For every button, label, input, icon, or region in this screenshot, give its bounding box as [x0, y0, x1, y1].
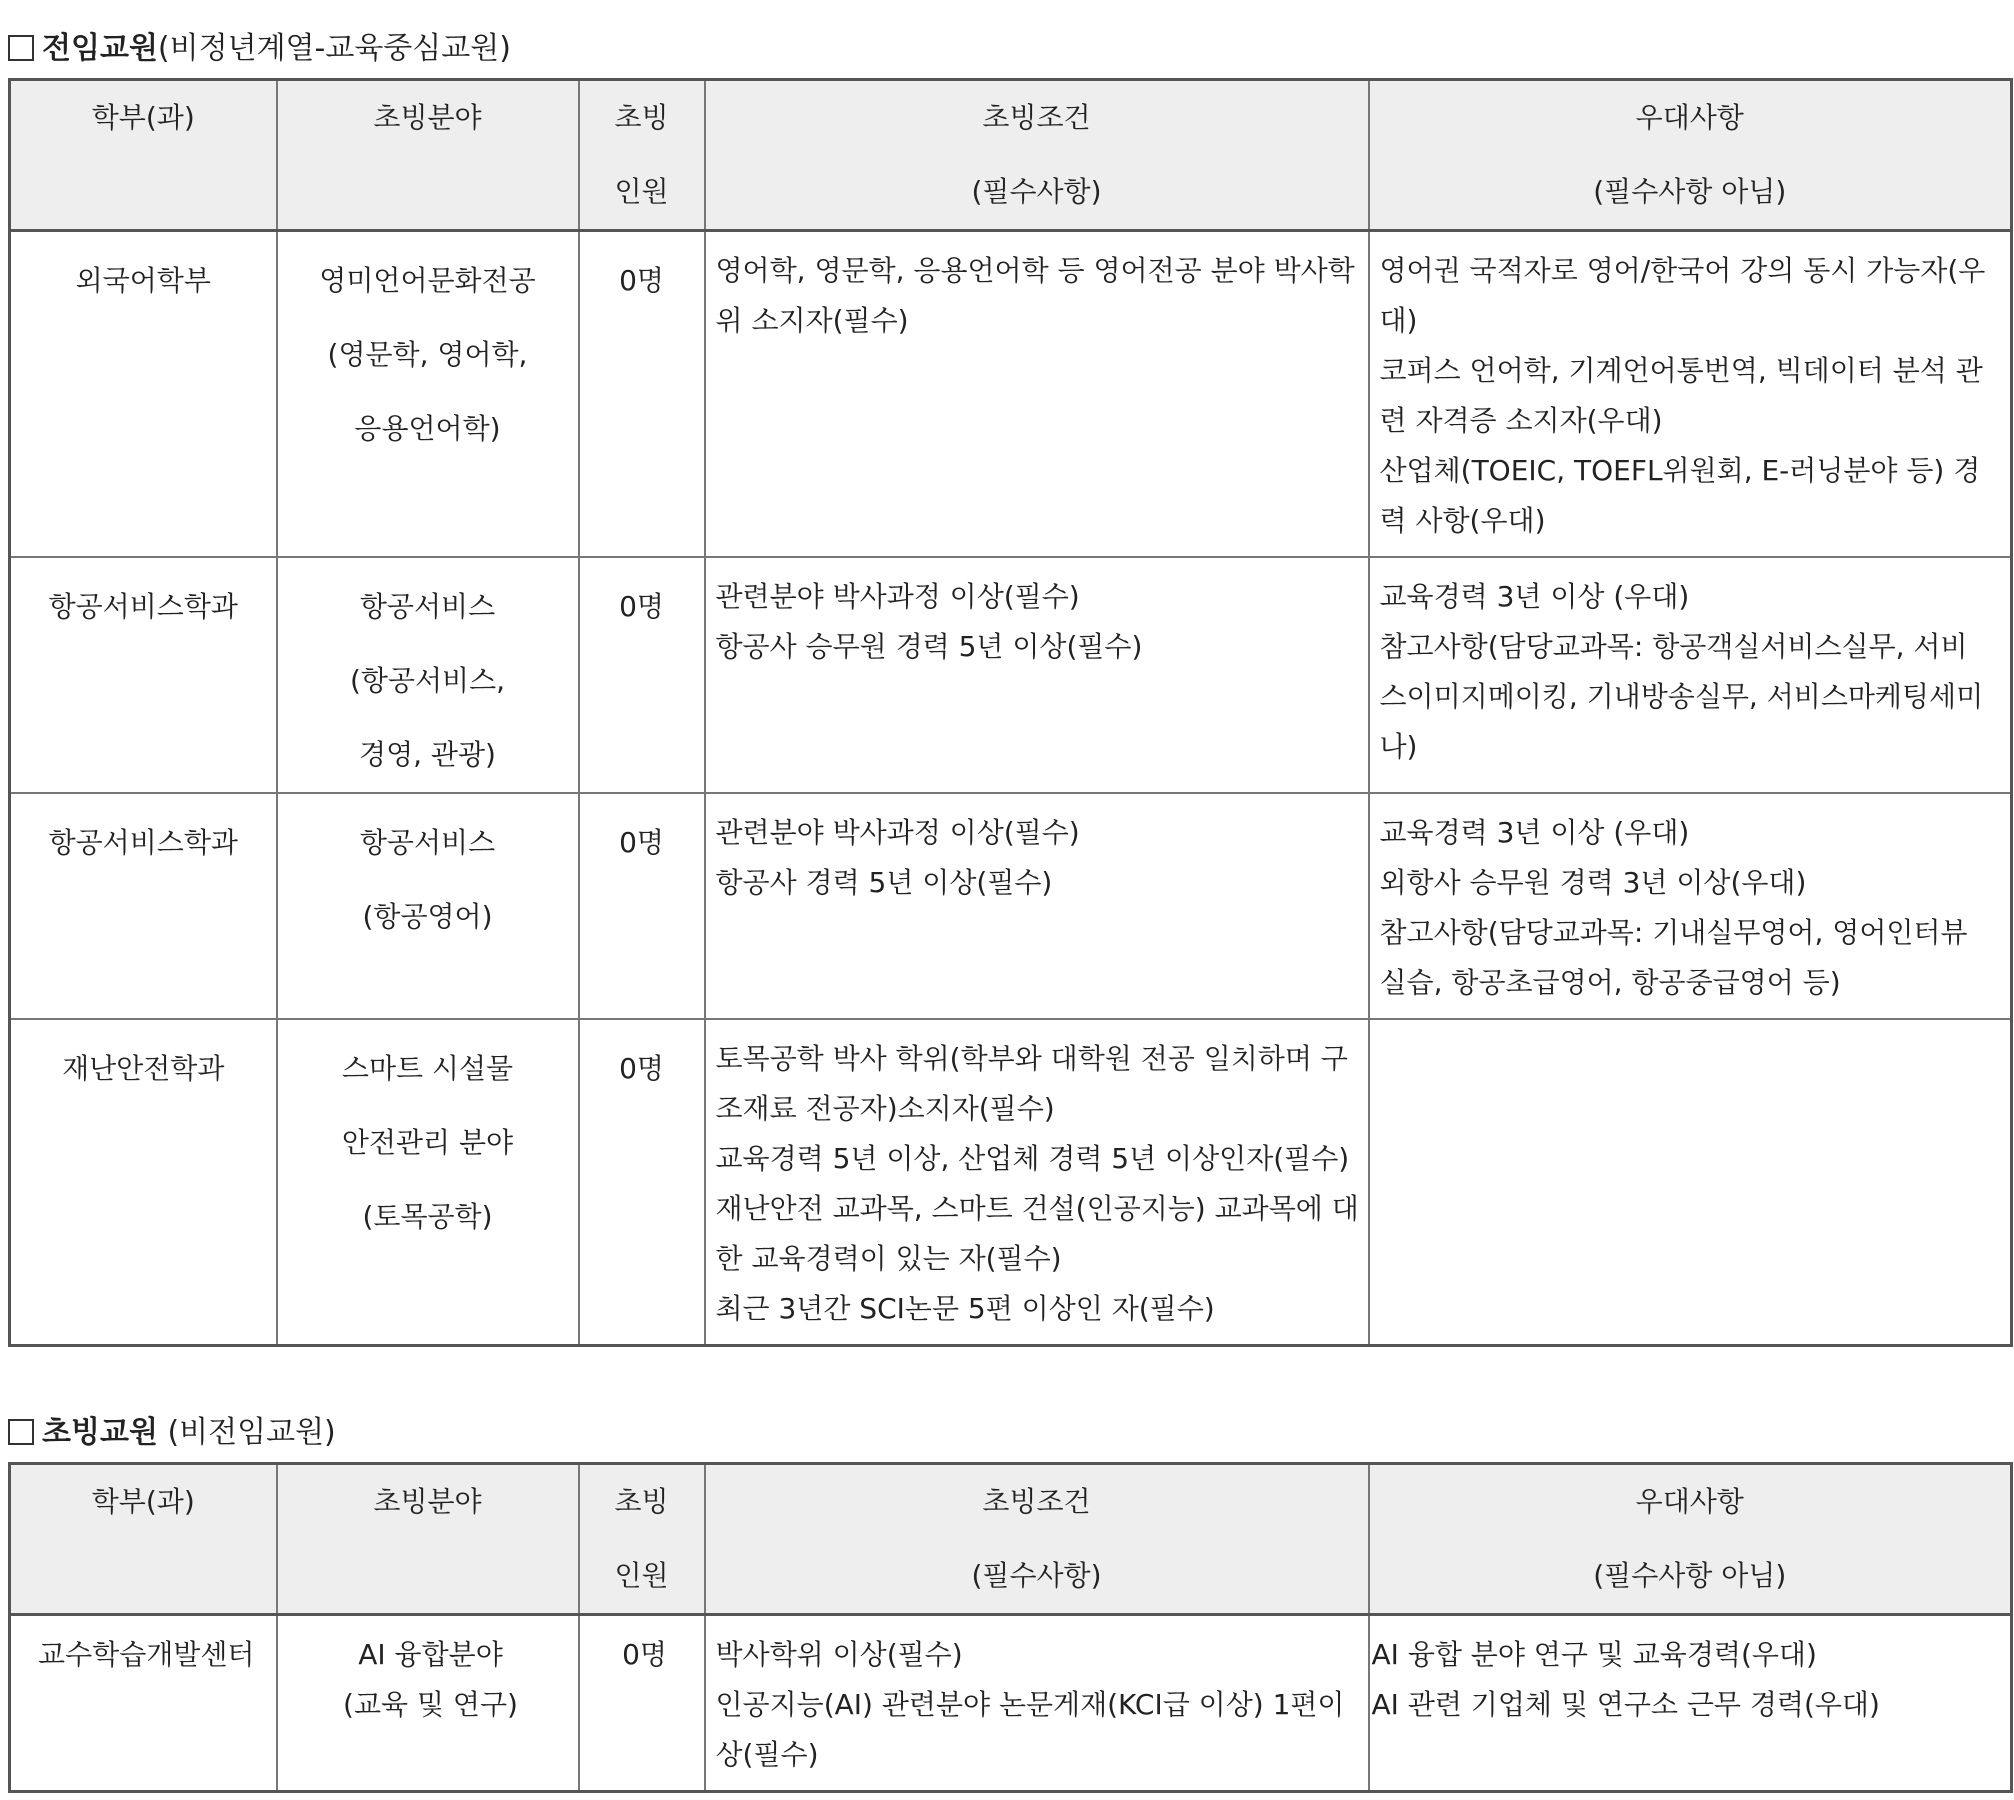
cell-count: 0명 [579, 1019, 705, 1346]
table-row [10, 557, 2012, 793]
cell-count: 0명 [579, 1615, 705, 1792]
cell-conditions: 영어학, 영문학, 응용언어학 등 영어전공 분야 박사학 위 소지자(필수) [705, 231, 1369, 558]
header-conditions: 초빙조건 (필수사항) [705, 80, 1369, 231]
section-title-sub: (비전임교원) [157, 1415, 336, 1450]
cell-preferences: AI 융합 분야 연구 및 교육경력(우대) AI 관련 기업체 및 연구소 근무 경력(우대) [1369, 1615, 2012, 1792]
header-dept: 학부(과) [10, 80, 277, 231]
cell-field: 항공서비스 (항공영어) [277, 793, 579, 1019]
checkbox-square-icon [8, 35, 34, 61]
header-conditions: 초빙조건 (필수사항) [705, 1464, 1369, 1615]
cell-preferences: 영어권 국적자로 영어/한국어 강의 동시 가능자(우 대) 코퍼스 언어학, 기계언어통번역, 빅데이터 분석 관 련 자격증 소지자(우대) 산업체(TOEIC, TOEFL위원회, E-러닝분야 등) 경 력 사항(우대) [1369, 231, 2012, 558]
cell-count: 0명 [579, 793, 705, 1019]
header-field: 초빙분야 [277, 80, 579, 231]
cell-field: 항공서비스 (항공서비스, 경영, 관광) [277, 557, 579, 793]
table-row [10, 231, 2012, 558]
cell-conditions: 관련분야 박사과정 이상(필수) 항공사 경력 5년 이상(필수) [705, 793, 1369, 1019]
cell-dept: 교수학습개발센터 [10, 1615, 277, 1792]
header-field: 초빙분야 [277, 1464, 579, 1615]
cell-field: AI 융합분야 (교육 및 연구) [277, 1615, 579, 1792]
header-count: 초빙 인원 [579, 80, 705, 231]
section-title-sub: (비정년계열-교육중심교원) [157, 31, 511, 66]
cell-field: 스마트 시설물 안전관리 분야 (토목공학) [277, 1019, 579, 1346]
section-title-fulltime [8, 28, 511, 70]
cell-dept: 재난안전학과 [10, 1019, 277, 1346]
cell-dept: 항공서비스학과 [10, 793, 277, 1019]
cell-field: 영미언어문화전공 (영문학, 영어학, 응용언어학) [277, 231, 579, 558]
header-dept: 학부(과) [10, 1464, 277, 1615]
header-count: 초빙 인원 [579, 1464, 705, 1615]
cell-preferences-empty [1369, 1019, 2012, 1346]
header-preferences: 우대사항 (필수사항 아님) [1369, 1464, 2012, 1615]
fulltime-faculty-table [8, 78, 2013, 1347]
table-row [10, 793, 2012, 1019]
checkbox-square-icon [8, 1419, 34, 1445]
section-title-bold: 초빙교원 [42, 1415, 158, 1450]
section-title-bold: 전임교원 [42, 31, 158, 66]
header-preferences: 우대사항 (필수사항 아님) [1369, 80, 2012, 231]
cell-conditions: 토목공학 박사 학위(학부와 대학원 전공 일치하며 구 조재료 전공자)소지자(필수) 교육경력 5년 이상, 산업체 경력 5년 이상인자(필수) 재난안전 교과목, 스마트 건설(인공지능) 교과목에 대 한 교육경력이 있는 자(필수) 최근 3년간 SCI논문 5편 이상인 자(필수) [705, 1019, 1369, 1346]
cell-conditions: 관련분야 박사과정 이상(필수) 항공사 승무원 경력 5년 이상(필수) [705, 557, 1369, 793]
table-header-row [10, 80, 2012, 231]
invited-faculty-table [8, 1462, 2013, 1793]
table-row [10, 1615, 2012, 1792]
cell-dept: 외국어학부 [10, 231, 277, 558]
cell-preferences: 교육경력 3년 이상 (우대) 참고사항(담당교과목: 항공객실서비스실무, 서비 스이미지메이킹, 기내방송실무, 서비스마케팅세미 나) [1369, 557, 2012, 793]
cell-dept: 항공서비스학과 [10, 557, 277, 793]
section-title-invited [8, 1412, 336, 1454]
table-header-row [10, 1464, 2012, 1615]
cell-conditions: 박사학위 이상(필수) 인공지능(AI) 관련분야 논문게재(KCI급 이상) 1편이 상(필수) [705, 1615, 1369, 1792]
cell-count: 0명 [579, 231, 705, 558]
table-row [10, 1019, 2012, 1346]
cell-count: 0명 [579, 557, 705, 793]
cell-preferences: 교육경력 3년 이상 (우대) 외항사 승무원 경력 3년 이상(우대) 참고사항(담당교과목: 기내실무영어, 영어인터뷰 실습, 항공초급영어, 항공중급영어 등) [1369, 793, 2012, 1019]
